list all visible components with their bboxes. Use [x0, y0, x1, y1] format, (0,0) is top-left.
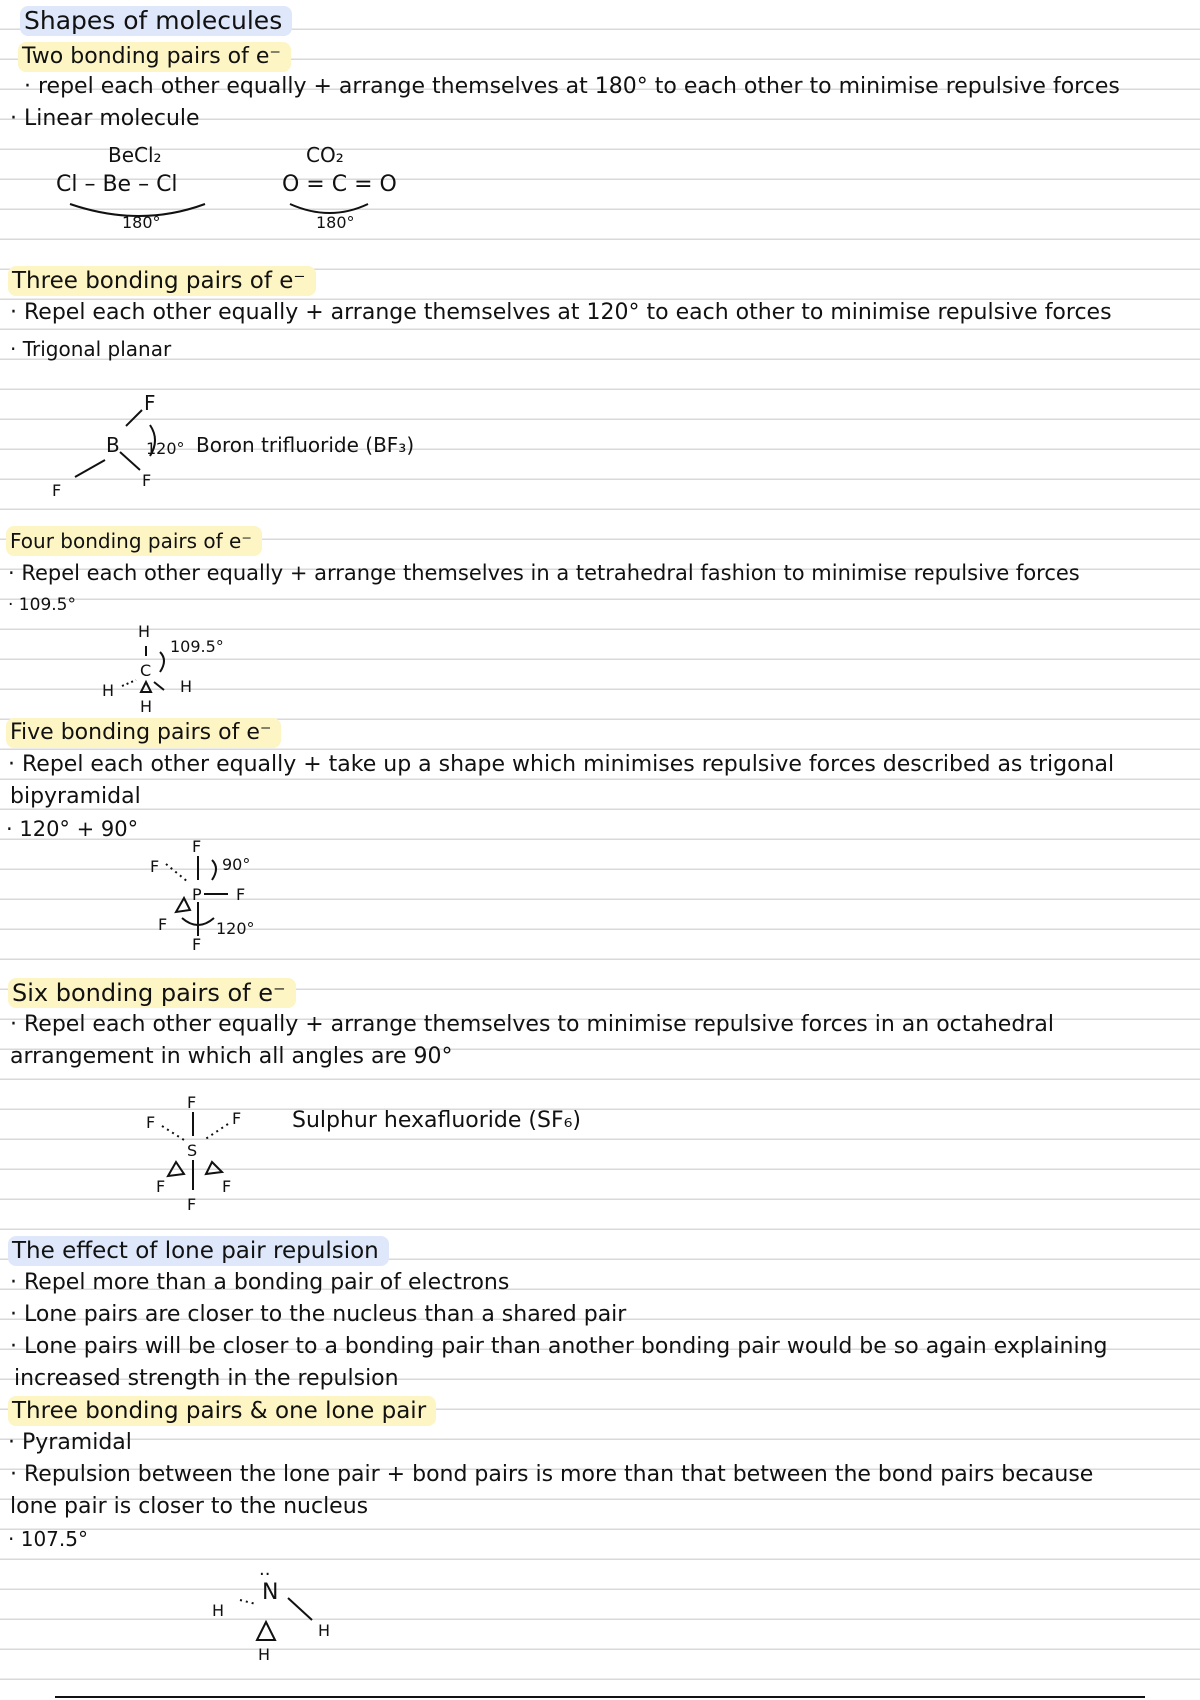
sf6-atom-f-ur: F	[232, 1109, 242, 1128]
lone-pair-bullet-4: increased strength in the repulsion	[14, 1366, 399, 1391]
three-pairs-heading: Three bonding pairs of e⁻	[8, 266, 316, 296]
six-pairs-bullet-1: · Repel each other equally + arrange themselves to minimise repulsive forces in an octahedral	[10, 1012, 1054, 1037]
nh3-atom-h-bottom: H	[258, 1645, 271, 1664]
page-title: Shapes of molecules	[20, 6, 292, 36]
six-pairs-heading: Six bonding pairs of e⁻	[8, 978, 296, 1008]
four-pairs-bullet-2: · 109.5°	[8, 595, 76, 615]
three-pairs-bullet-1: · Repel each other equally + arrange themselves at 120° to each other to minimise repulsive forces	[10, 300, 1112, 325]
two-pairs-bullet-1: · repel each other equally + arrange themselves at 180° to each other to minimise repulsive forces	[24, 74, 1120, 99]
six-pairs-bullet-2: arrangement in which all angles are 90°	[10, 1044, 453, 1069]
ch4-atom-h-right: H	[180, 677, 193, 696]
pyramidal-bullet-1: · Pyramidal	[8, 1430, 132, 1455]
ch4-atom-h-bottom: H	[140, 697, 153, 716]
pyramidal-bullet-3: lone pair is closer to the nucleus	[10, 1494, 369, 1519]
lone-pair-bullet-1: · Repel more than a bonding pair of electrons	[10, 1270, 510, 1295]
pyramidal-bullet-4: · 107.5°	[8, 1527, 88, 1551]
sf6-label: Sulphur hexafluoride (SF₆)	[292, 1108, 582, 1133]
pf5-atom-f-left: F	[150, 857, 160, 876]
pyramidal-heading: Three bonding pairs & one lone pair	[8, 1396, 436, 1426]
nh3-atom-n: N	[262, 1580, 279, 1605]
pf5-atom-f-top: F	[192, 837, 202, 856]
sf6-atom-f-lr: F	[222, 1177, 232, 1196]
becl2-structure: Cl – Be – Cl	[56, 172, 178, 197]
bf3-angle: 120°	[146, 439, 185, 458]
pf5-angle-120: 120°	[216, 919, 255, 938]
co2-structure: O = C = O	[282, 172, 397, 197]
becl2-name: BeCl₂	[108, 143, 162, 167]
bf3-atom-f3: F	[142, 471, 152, 490]
pf5-angle-90: 90°	[222, 855, 251, 874]
lone-pair-bullet-2: · Lone pairs are closer to the nucleus than a shared pair	[10, 1302, 627, 1327]
lone-pair-heading: The effect of lone pair repulsion	[8, 1236, 389, 1266]
bf3-atom-b: B	[106, 433, 120, 457]
five-pairs-bullet-1: · Repel each other equally + take up a shape which minimises repulsive forces described as trigonal	[8, 752, 1115, 777]
five-pairs-bullet-2: bipyramidal	[10, 784, 141, 809]
five-pairs-bullet-3: · 120° + 90°	[6, 817, 139, 841]
bf3-atom-f1: F	[144, 391, 156, 415]
nh3-lone-pair: ··	[259, 1564, 271, 1585]
pyramidal-bullet-2: · Repulsion between the lone pair + bond pairs is more than that between the bond pairs because	[10, 1462, 1094, 1487]
pf5-atom-f-bottom: F	[192, 935, 202, 954]
co2-angle: 180°	[316, 213, 355, 232]
four-pairs-bullet-1: · Repel each other equally + arrange themselves in a tetrahedral fashion to minimise repulsive forces	[8, 561, 1080, 585]
sf6-atom-f-bottom: F	[187, 1195, 197, 1214]
becl2-angle: 180°	[122, 213, 161, 232]
bf3-label: Boron trifluoride (BF₃)	[196, 433, 415, 457]
two-pairs-bullet-2: · Linear molecule	[10, 106, 200, 131]
five-pairs-heading: Five bonding pairs of e⁻	[6, 718, 281, 748]
pf5-atom-f-right: F	[236, 885, 246, 904]
ch4-atom-h-top: H	[138, 622, 151, 641]
sf6-atom-s: S	[187, 1141, 198, 1160]
two-pairs-heading: Two bonding pairs of e⁻	[18, 42, 291, 72]
bf3-atom-f2: F	[52, 481, 62, 500]
bottom-rule	[55, 1696, 1145, 1698]
nh3-bonds	[0, 0, 1, 1]
sf6-atom-f-ll: F	[156, 1177, 166, 1196]
sf6-atom-f-ul: F	[146, 1113, 156, 1132]
nh3-atom-h-right: H	[318, 1621, 331, 1640]
sf6-atom-f-top: F	[187, 1093, 197, 1112]
three-pairs-bullet-2: · Trigonal planar	[10, 337, 172, 361]
nh3-atom-h-left: H	[212, 1601, 225, 1620]
lone-pair-bullet-3: · Lone pairs will be closer to a bonding pair than another bonding pair would be so again explaining	[10, 1334, 1108, 1359]
four-pairs-heading: Four bonding pairs of e⁻	[6, 526, 262, 556]
pf5-atom-f-lower-left: F	[158, 915, 168, 934]
ch4-atom-h-left: H	[102, 681, 115, 700]
pf5-atom-p: P	[192, 885, 202, 904]
co2-name: CO₂	[306, 143, 344, 167]
ch4-angle: 109.5°	[170, 637, 224, 656]
ch4-atom-c: C	[140, 661, 152, 680]
